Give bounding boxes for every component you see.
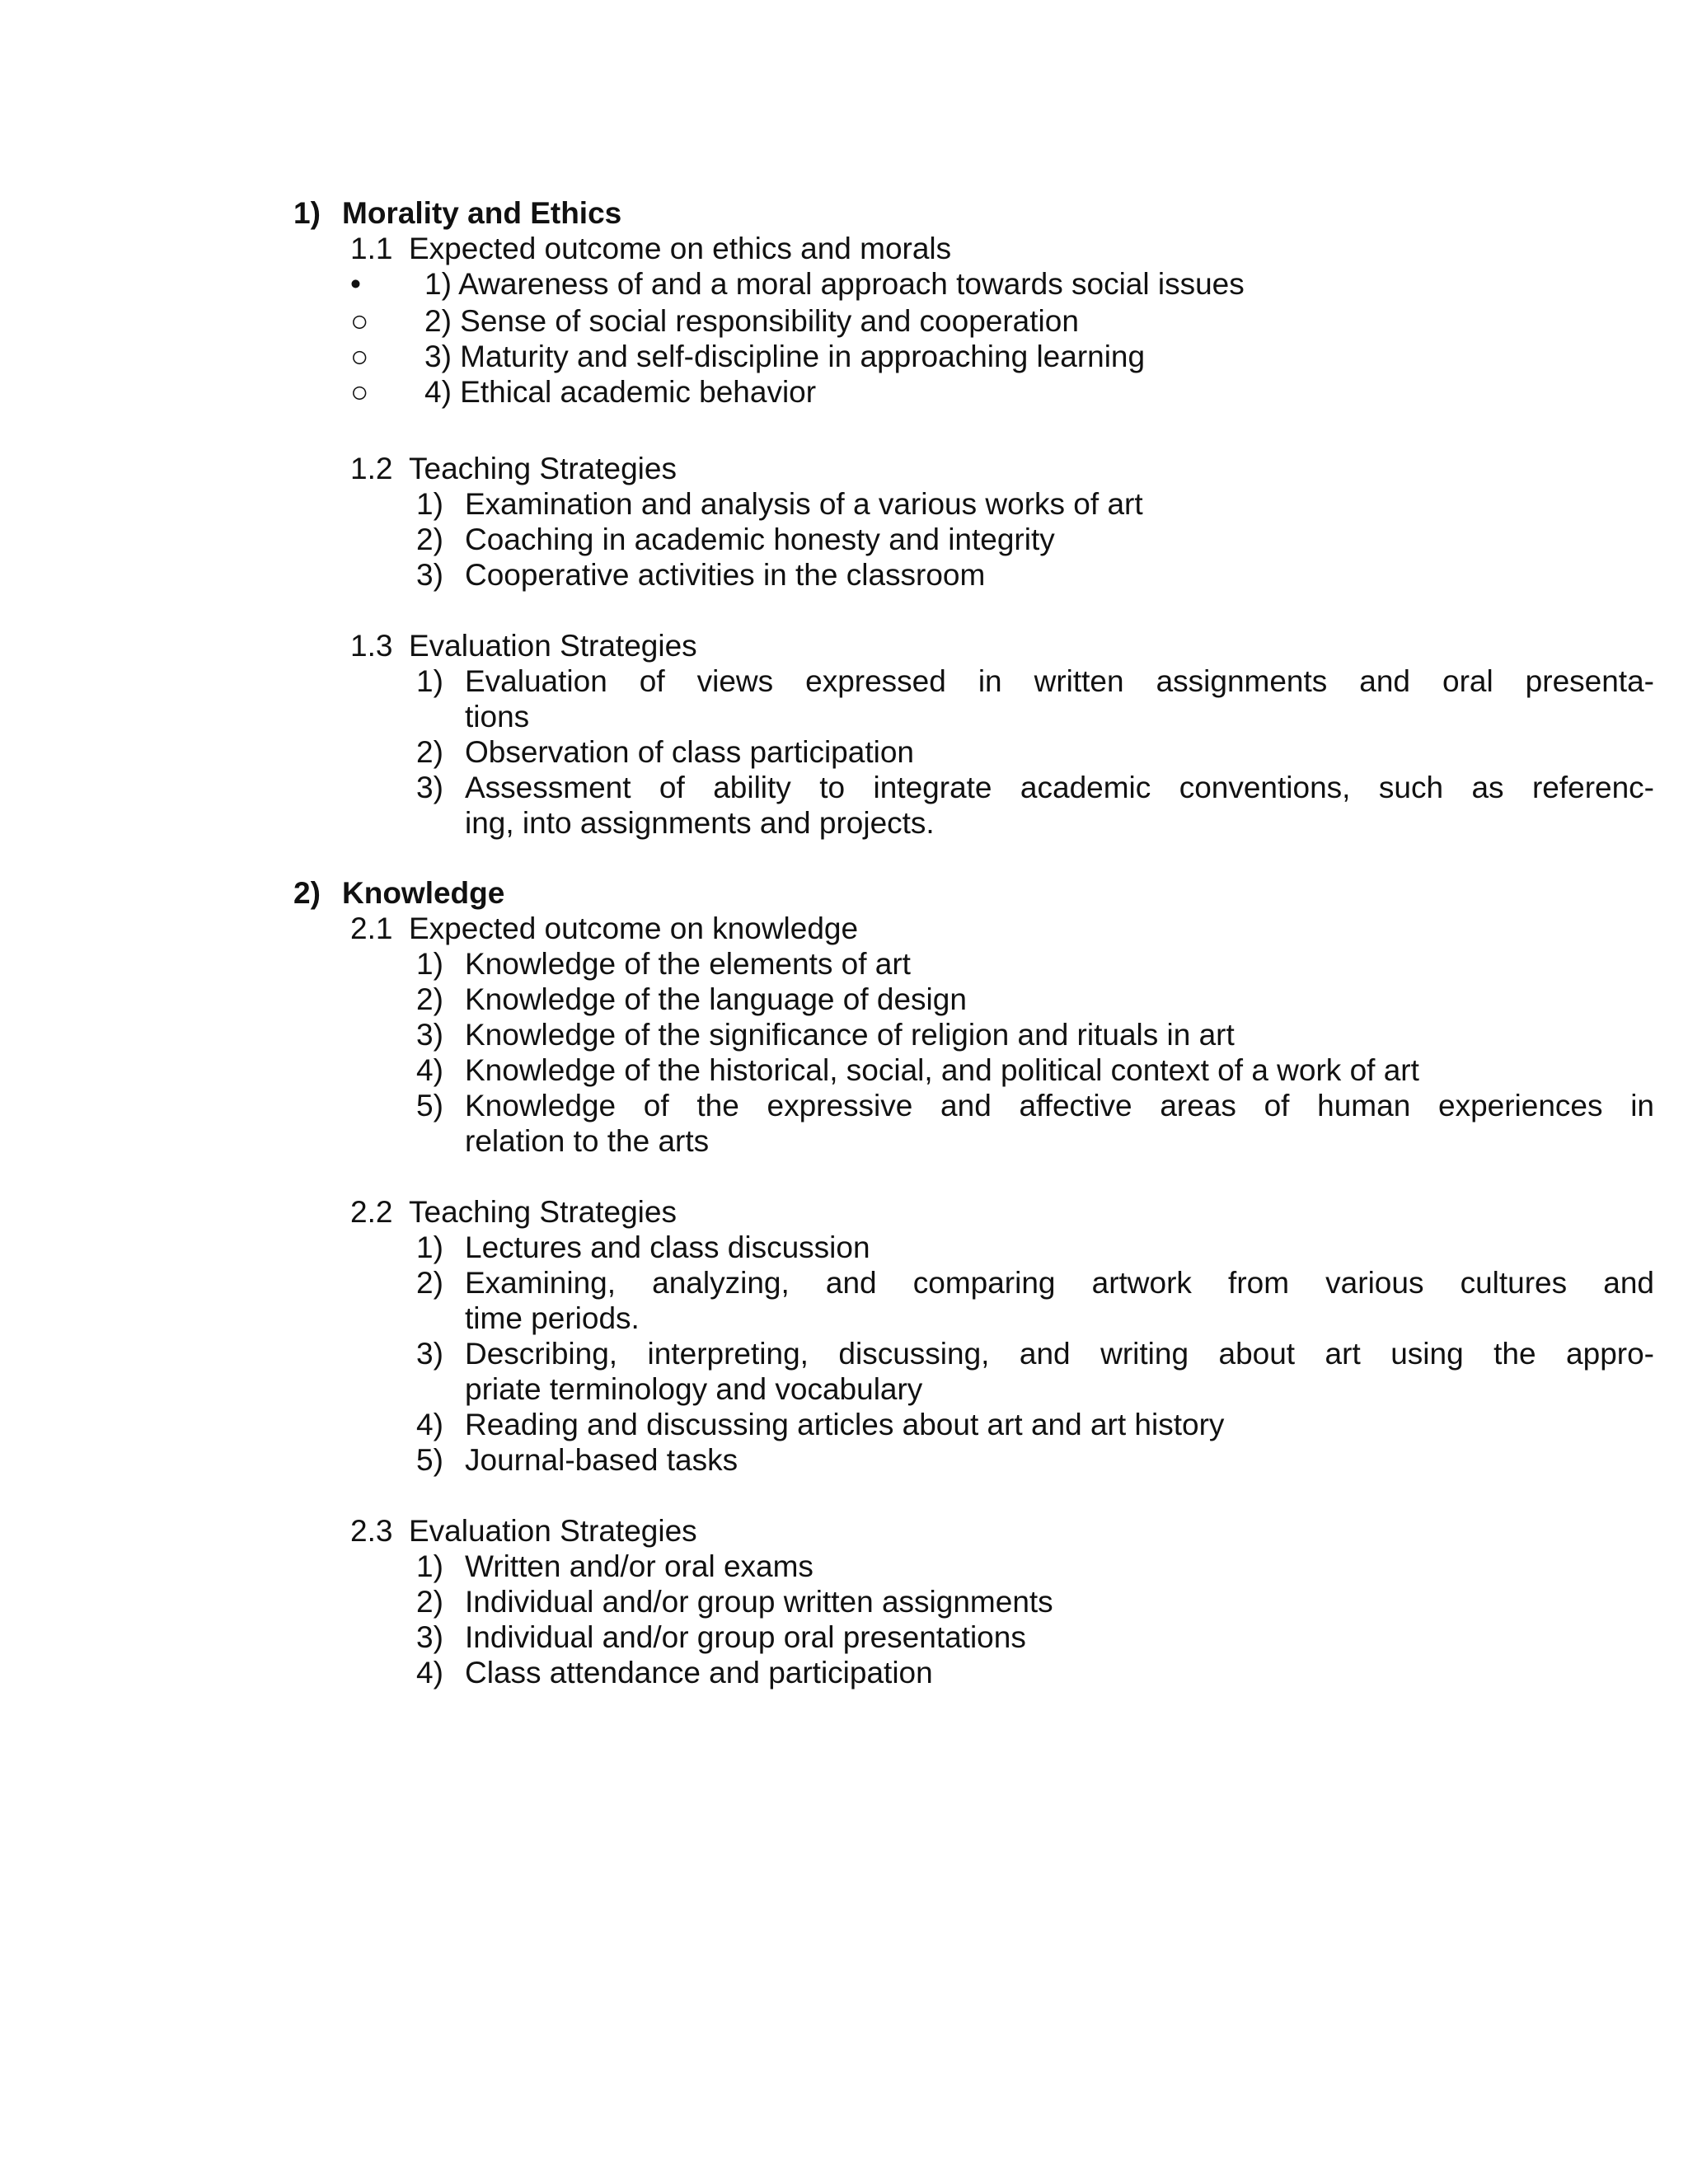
list-item-text: 3) Maturity and self-discipline in approaching learning <box>424 340 1146 373</box>
subsection-title: Teaching Strategies <box>409 452 677 485</box>
list-item-text: Written and/or oral exams <box>465 1549 814 1583</box>
list-item-number: 1) <box>416 487 443 521</box>
list-item-number: 4) <box>416 1408 443 1441</box>
subsection-number: 2.1 <box>350 912 393 945</box>
list-item-text: 2) Sense of social responsibility and cooperation <box>424 304 1079 338</box>
circle-bullet-marker: ○ <box>350 304 369 338</box>
list-item-text: Individual and/or group oral presentations <box>465 1620 1026 1654</box>
subsection-number: 2.3 <box>350 1514 393 1548</box>
list-item-text: Knowledge of the expressive and affective areas of human experiences in <box>465 1089 1654 1122</box>
list-item-number: 2) <box>416 982 443 1016</box>
subsection-title: Expected outcome on knowledge <box>409 912 859 945</box>
list-item-text: Cooperative activities in the classroom <box>465 558 986 592</box>
list-item-text: Class attendance and participation <box>465 1656 933 1690</box>
list-item-number: 2) <box>416 1266 443 1300</box>
list-item-text-continued: relation to the arts <box>465 1124 710 1158</box>
list-item-text: Individual and/or group written assignments <box>465 1585 1053 1619</box>
subsection-number: 1.1 <box>350 232 393 265</box>
subsection-title: Evaluation Strategies <box>409 1514 697 1548</box>
list-item-text-continued: ing, into assignments and projects. <box>465 806 935 840</box>
list-item-text: 4) Ethical academic behavior <box>424 375 817 409</box>
circle-bullet-marker: ○ <box>350 340 369 373</box>
list-item-number: 2) <box>416 523 443 556</box>
list-item-text: Describing, interpreting, discussing, and writing about art using the appro- <box>465 1337 1654 1371</box>
list-item-text: Knowledge of the significance of religion and rituals in art <box>465 1018 1235 1052</box>
list-item-number: 2) <box>416 1585 443 1619</box>
list-item-number: 3) <box>416 1337 443 1371</box>
list-item-number: 2) <box>416 735 443 769</box>
subsection-title: Expected outcome on ethics and morals <box>409 232 952 265</box>
list-item-text: Assessment of ability to integrate academic conventions, such as referenc- <box>465 771 1654 804</box>
section-number: 2) <box>293 876 321 910</box>
list-item-text: Observation of class participation <box>465 735 914 769</box>
list-item-number: 4) <box>416 1656 443 1690</box>
circle-bullet-marker: ○ <box>350 375 369 409</box>
list-item-number: 5) <box>416 1089 443 1122</box>
list-item-text-continued: priate terminology and vocabulary <box>465 1372 923 1406</box>
list-item-number: 1) <box>416 1549 443 1583</box>
list-item-number: 3) <box>416 1620 443 1654</box>
list-item-text: 1) Awareness of and a moral approach towards social issues <box>424 267 1245 301</box>
list-item-text: Lectures and class discussion <box>465 1230 870 1264</box>
bullet-marker: • <box>350 267 361 301</box>
subsection-number: 1.3 <box>350 629 393 663</box>
list-item-text: Knowledge of the language of design <box>465 982 967 1016</box>
list-item-number: 5) <box>416 1443 443 1477</box>
list-item-number: 1) <box>416 1230 443 1264</box>
list-item-text: Coaching in academic honesty and integrity <box>465 523 1055 556</box>
list-item-text: Examination and analysis of a various works of art <box>465 487 1143 521</box>
list-item-number: 3) <box>416 558 443 592</box>
list-item-text-continued: tions <box>465 700 530 733</box>
section-title: Knowledge <box>342 876 505 910</box>
list-item-number: 3) <box>416 771 443 804</box>
list-item-number: 4) <box>416 1053 443 1087</box>
list-item-text: Reading and discussing articles about art and art history <box>465 1408 1225 1441</box>
list-item-text: Journal-based tasks <box>465 1443 738 1477</box>
subsection-title: Evaluation Strategies <box>409 629 697 663</box>
list-item-text: Evaluation of views expressed in written assignments and oral presenta- <box>465 664 1654 698</box>
list-item-text: Knowledge of the elements of art <box>465 947 911 981</box>
list-item-number: 1) <box>416 664 443 698</box>
list-item-number: 1) <box>416 947 443 981</box>
section-number: 1) <box>293 196 321 230</box>
subsection-number: 2.2 <box>350 1195 393 1229</box>
list-item-number: 3) <box>416 1018 443 1052</box>
section-title: Morality and Ethics <box>342 196 622 230</box>
subsection-number: 1.2 <box>350 452 393 485</box>
subsection-title: Teaching Strategies <box>409 1195 677 1229</box>
list-item-text-continued: time periods. <box>465 1301 640 1335</box>
list-item-text: Knowledge of the historical, social, and political context of a work of art <box>465 1053 1419 1087</box>
list-item-text: Examining, analyzing, and comparing artwork from various cultures and <box>465 1266 1654 1300</box>
